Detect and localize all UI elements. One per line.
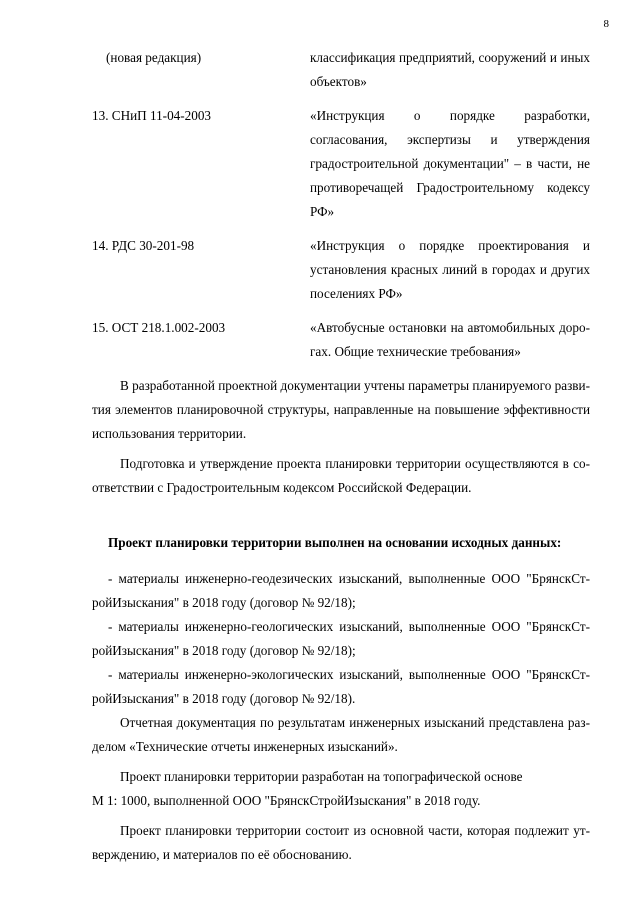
list-item-geodetic: - материалы инженерно-геодезических изысканий, выполненные ООО "БрянскСтройИзыскания" в 2018 году (договор № 92/18);	[92, 571, 590, 611]
paragraph-composition: Проект планировки территории состоит из основной части, которая подлежит утверждению, и материалов по её обоснованию.	[92, 823, 590, 863]
reference-code: 14. РДС 30-201-98	[92, 238, 195, 253]
list-item-ecological: - материалы инженерно-экологических изысканий, выполненные ООО "БрянскСтройИзыскания" в 2018 году (договор № 92/18).	[92, 667, 590, 707]
reference-title: «Автобусные остановки на автомобильных дорогах. Общие технические требования»	[310, 320, 590, 359]
paragraph-scale: М 1: 1000, выполненной ООО "БрянскСтройИзыскания" в 2018 году.	[92, 793, 481, 809]
reference-title: «Инструкция о порядке разработки, согласования, экспертизы и утверждения градостроительной документации" – в части, не противоречащей Градостроительному кодексу РФ»	[310, 108, 590, 219]
reference-code: (новая редакция)	[106, 50, 202, 65]
list-item-geological: - материалы инженерно-геологических изысканий, выполненные ООО "БрянскСтройИзыскания" в 2018 году (договор № 92/18);	[92, 619, 590, 659]
page-number: 8	[603, 18, 609, 30]
reference-row	[92, 316, 590, 364]
reference-row	[92, 234, 590, 306]
reference-title: классификация предприятий, сооружений и иных объектов»	[310, 50, 590, 89]
document-body	[92, 46, 590, 873]
section-heading-source-data: Проект планировки территории выполнен на основании исходных данных:	[108, 535, 562, 550]
reference-title: «Инструкция о порядке проектирования и установления красных линий в городах и других поселениях РФ»	[310, 238, 590, 301]
paragraph-planning-parameters: В разработанной проектной документации учтены параметры планируемого развития элементов планировочной структуры, направленные на повышение эффективности использования территории.	[92, 378, 590, 441]
paragraph-reports: Отчетная документация по результатам инженерных изысканий представлена разделом «Технические отчеты инженерных изысканий».	[92, 715, 590, 755]
reference-code: 13. СНиП 11-04-2003	[92, 108, 212, 123]
paragraph-approval: Подготовка и утверждение проекта планировки территории осуществляются в соответствии с Градостроительным кодексом Российской Федерации.	[92, 456, 590, 495]
paragraph-topographic-basis: Проект планировки территории разработан на топографической основе	[120, 769, 523, 785]
reference-row	[92, 46, 590, 94]
reference-row	[92, 104, 590, 224]
reference-code: 15. ОСТ 218.1.002-2003	[92, 320, 226, 335]
